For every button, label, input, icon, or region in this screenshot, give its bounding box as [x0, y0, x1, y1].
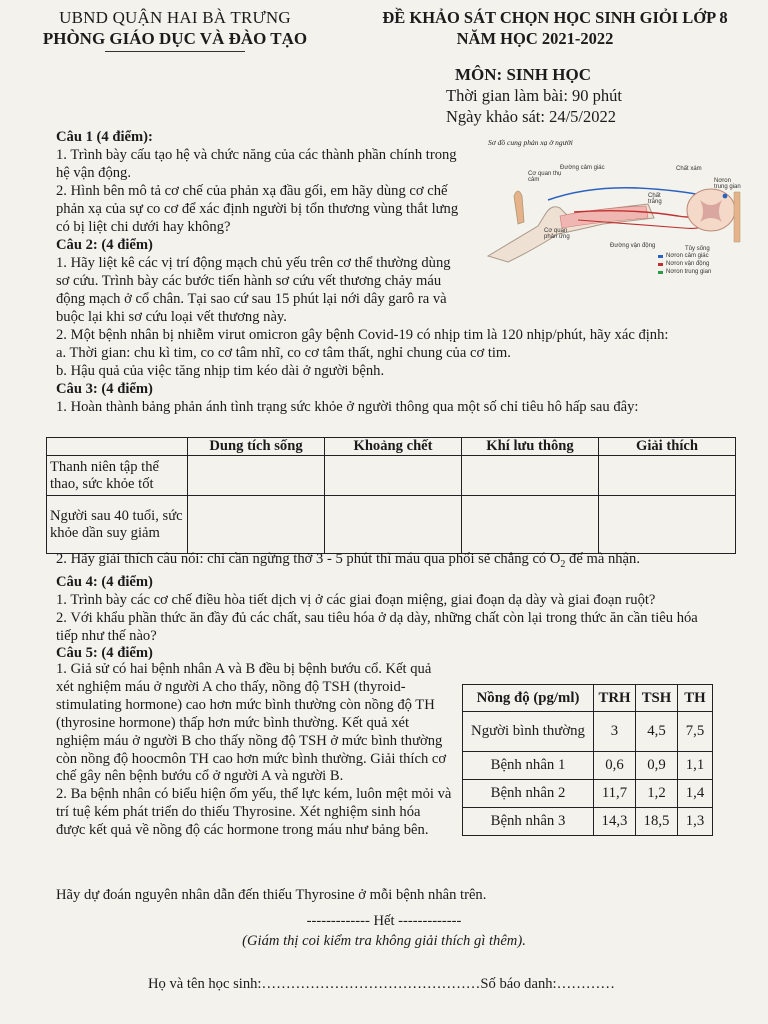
question-4-title: Câu 4: (4 điểm) [56, 573, 153, 590]
question-1-title: Câu 1 (4 điểm): [56, 129, 153, 145]
question-1-part-2: 2. Hình bên mô tả cơ chế của phản xạ đầu gối, em hãy dùng cơ chế phản xạ của sự co cơ để xác định người bị tổn thương vùng thắt lưng có bị liệt chi dưới hay không? [56, 182, 459, 235]
row-label: Người sau 40 tuổi, sức khỏe dần suy giảm [47, 496, 188, 554]
table-header-cell: Nồng độ (pg/ml) [463, 685, 594, 712]
table-row [463, 808, 713, 836]
question-5-title: Câu 5: (4 điểm) [56, 645, 153, 662]
question-3-title: Câu 3: (4 điểm) [56, 380, 153, 397]
table-header-cell: Giải thích [599, 438, 736, 456]
legend-interneuron: Nơron trung gian [666, 269, 712, 275]
table-cell: Người bình thường [463, 712, 594, 752]
blank-cell [325, 456, 462, 496]
row-label: Thanh niên tập thể thao, sức khỏe tốt [47, 456, 188, 496]
question-3-part-1: 1. Hoàn thành bảng phản ánh tình trạng sức khỏe ở người thông qua một số chỉ tiêu hô hấp sau đây: [56, 398, 639, 415]
blank-cell [188, 456, 325, 496]
table-header-cell: Dung tích sống [188, 438, 325, 456]
question-5-part-3-wrap [56, 887, 696, 905]
table-cell: 7,5 [678, 712, 713, 752]
table-row [463, 780, 713, 808]
question-5 [56, 661, 452, 840]
table-cell: 1,4 [678, 780, 713, 808]
exam-title: ĐỀ KHẢO SÁT CHỌN HỌC SINH GIỎI LỚP 8 [382, 8, 728, 27]
question-2-part-2b: b. Hậu quả của việc tăng nhịp tim kéo dài ở người bệnh. [56, 362, 385, 379]
hormone-table-wrap [462, 684, 713, 836]
question-2-part-2a: a. Thời gian: chu kì tim, co cơ tâm nhĩ, co cơ tâm thất, nghỉ chung của cơ tim. [56, 344, 511, 361]
question-2-part-1: 1. Hãy liệt kê các vị trí động mạch chủ yếu trên cơ thể thường dùng sơ cứu. Trình bày các bước tiến hành sơ cứu vết thương chảy máu động mạch ở cổ chân. Tại sao cứ sau 15 phút lại nới dây garô ra và buộc lại khi sơ cứu loại vết thương này. [56, 254, 451, 325]
duration: Thời gian làm bài: 90 phút [446, 86, 622, 105]
table-cell: 1,3 [678, 808, 713, 836]
respiration-table-wrap [46, 437, 736, 554]
label-sensory-path: Đường cảm giác [560, 165, 605, 171]
table-header-row [47, 438, 736, 456]
legend-sensory: Nơron cảm giác [666, 253, 709, 259]
table-row [463, 752, 713, 780]
blank-cell [325, 496, 462, 554]
table-cell: 11,7 [594, 780, 636, 808]
blank-cell [462, 496, 599, 554]
table-row [47, 456, 736, 496]
question-2-title: Câu 2: (4 điểm) [56, 237, 153, 253]
table-header-row [463, 685, 713, 712]
label-receptor: Cơ quan thụ cảm [528, 171, 562, 183]
subject: MÔN: SINH HỌC [455, 65, 591, 84]
label-white-matter: Chất trắng [648, 193, 662, 205]
label-motor-path: Đường vận động [610, 243, 656, 249]
question-2-part-2: 2. Một bệnh nhân bị nhiễm virut omicron gây bệnh Covid-19 có nhịp tim là 120 nhịp/phút, hãy xác định: [56, 327, 669, 343]
exam-date: Ngày khảo sát: 24/5/2022 [446, 107, 617, 126]
table-cell: Bệnh nhân 1 [463, 752, 594, 780]
figure-caption: Sơ đồ cung phản xạ ở người [488, 138, 573, 147]
label-interneuron: Nơron trung gian [714, 178, 741, 190]
table-cell: 4,5 [636, 712, 678, 752]
table-cell: Bệnh nhân 2 [463, 780, 594, 808]
table-cell: Bệnh nhân 3 [463, 808, 594, 836]
label-spinal-cord: Tủy sống [685, 246, 710, 252]
table-cell: 0,9 [636, 752, 678, 780]
header-rule [105, 51, 245, 52]
table-cell: 18,5 [636, 808, 678, 836]
question-4-part-1: 1. Trình bày các cơ chế điều hòa tiết dịch vị ở các giai đoạn miệng, giai đoạn dạ dày và giai đoạn ruột? [56, 591, 656, 608]
reflex-arc-diagram [478, 138, 748, 288]
label-grey-matter: Chất xám [676, 166, 702, 172]
end-mark: ------------- Hết ------------- [306, 913, 462, 929]
question-5-part-2: 2. Ba bệnh nhân có biểu hiện ốm yếu, thể lực kém, luôn mệt mỏi và trí tuệ kém phát triển do thiếu Thyrosine. Xét nghiệm sinh hóa được kết quả về nồng độ các hormone trong máu như bảng bên. [56, 786, 452, 839]
table-row [463, 712, 713, 752]
question-4-part-2: 2. Với khẩu phần thức ăn đầy đủ các chất, sau tiêu hóa ở dạ dày, những chất còn lại trong thức ăn cần tiêu hóa tiếp như thế nào? [56, 609, 698, 644]
table-header-cell [47, 438, 188, 456]
issuer-block [30, 8, 320, 52]
table-header-cell: Khoảng chết [325, 438, 462, 456]
district-name: UBND QUẬN HAI BÀ TRƯNG [59, 8, 291, 27]
table-header-cell: TSH [636, 685, 678, 712]
table-cell: 0,6 [594, 752, 636, 780]
blank-cell [462, 456, 599, 496]
legend-motor: Nơron vận động [666, 261, 710, 267]
proctor-note: (Giám thị coi kiểm tra không giải thích gì thêm). [242, 933, 526, 949]
question-2-intro [56, 237, 461, 327]
table-cell: 1,2 [636, 780, 678, 808]
question-3-4-block [56, 551, 718, 663]
student-info-line: Họ và tên học sinh:………………………………………Số báo danh:………… [148, 976, 615, 992]
hormone-table [462, 684, 713, 836]
blank-cell [599, 456, 736, 496]
question-1 [56, 129, 461, 236]
blank-cell [599, 496, 736, 554]
question-2-rest [56, 327, 706, 417]
department-name: PHÒNG GIÁO DỤC VÀ ĐÀO TẠO [42, 29, 308, 48]
table-header-cell: Khí lưu thông [462, 438, 599, 456]
table-cell: 1,1 [678, 752, 713, 780]
exam-info-block [345, 8, 765, 127]
label-effector: Cơ quan phản ứng [544, 228, 570, 240]
question-3-part-2: 2. Hãy giải thích câu nói: chỉ cần ngừng thở 3 - 5 phút thì máu qua phổi sẽ chẳng có $O_2$ để mà nhận. [56, 551, 640, 570]
table-cell: 3 [594, 712, 636, 752]
question-5-part-3: Hãy dự đoán nguyên nhân dẫn đến thiếu Thyrosine ở mỗi bệnh nhân trên. [56, 887, 487, 903]
table-cell: 14,3 [594, 808, 636, 836]
question-1-part-1: 1. Trình bày cấu tạo hệ và chức năng của các thành phần chính trong hệ vận động. [56, 146, 457, 181]
table-header-cell: TH [678, 685, 713, 712]
table-header-cell: TRH [594, 685, 636, 712]
table-row [47, 496, 736, 554]
blank-cell [188, 496, 325, 554]
school-year: NĂM HỌC 2021-2022 [456, 29, 614, 48]
question-5-part-1: 1. Giả sử có hai bệnh nhân A và B đều bị bệnh bướu cổ. Kết quả xét nghiệm máu ở người A cho thấy, nồng độ TSH (thyroid-stimulating hormone) cao hơn mức bình thường còn nồng độ TH (thyrosine hormone) thấp hơn mức bình thường. Kết quả xét nghiệm máu ở người B cho thấy nồng độ TSH ở mức bình thường còn nồng độ hoocmôn TH cao hơn mức bình thường. Giải thích cơ chế gây nên bệnh bướu cổ ở người A và người B. [56, 661, 447, 785]
respiration-table [46, 437, 736, 554]
